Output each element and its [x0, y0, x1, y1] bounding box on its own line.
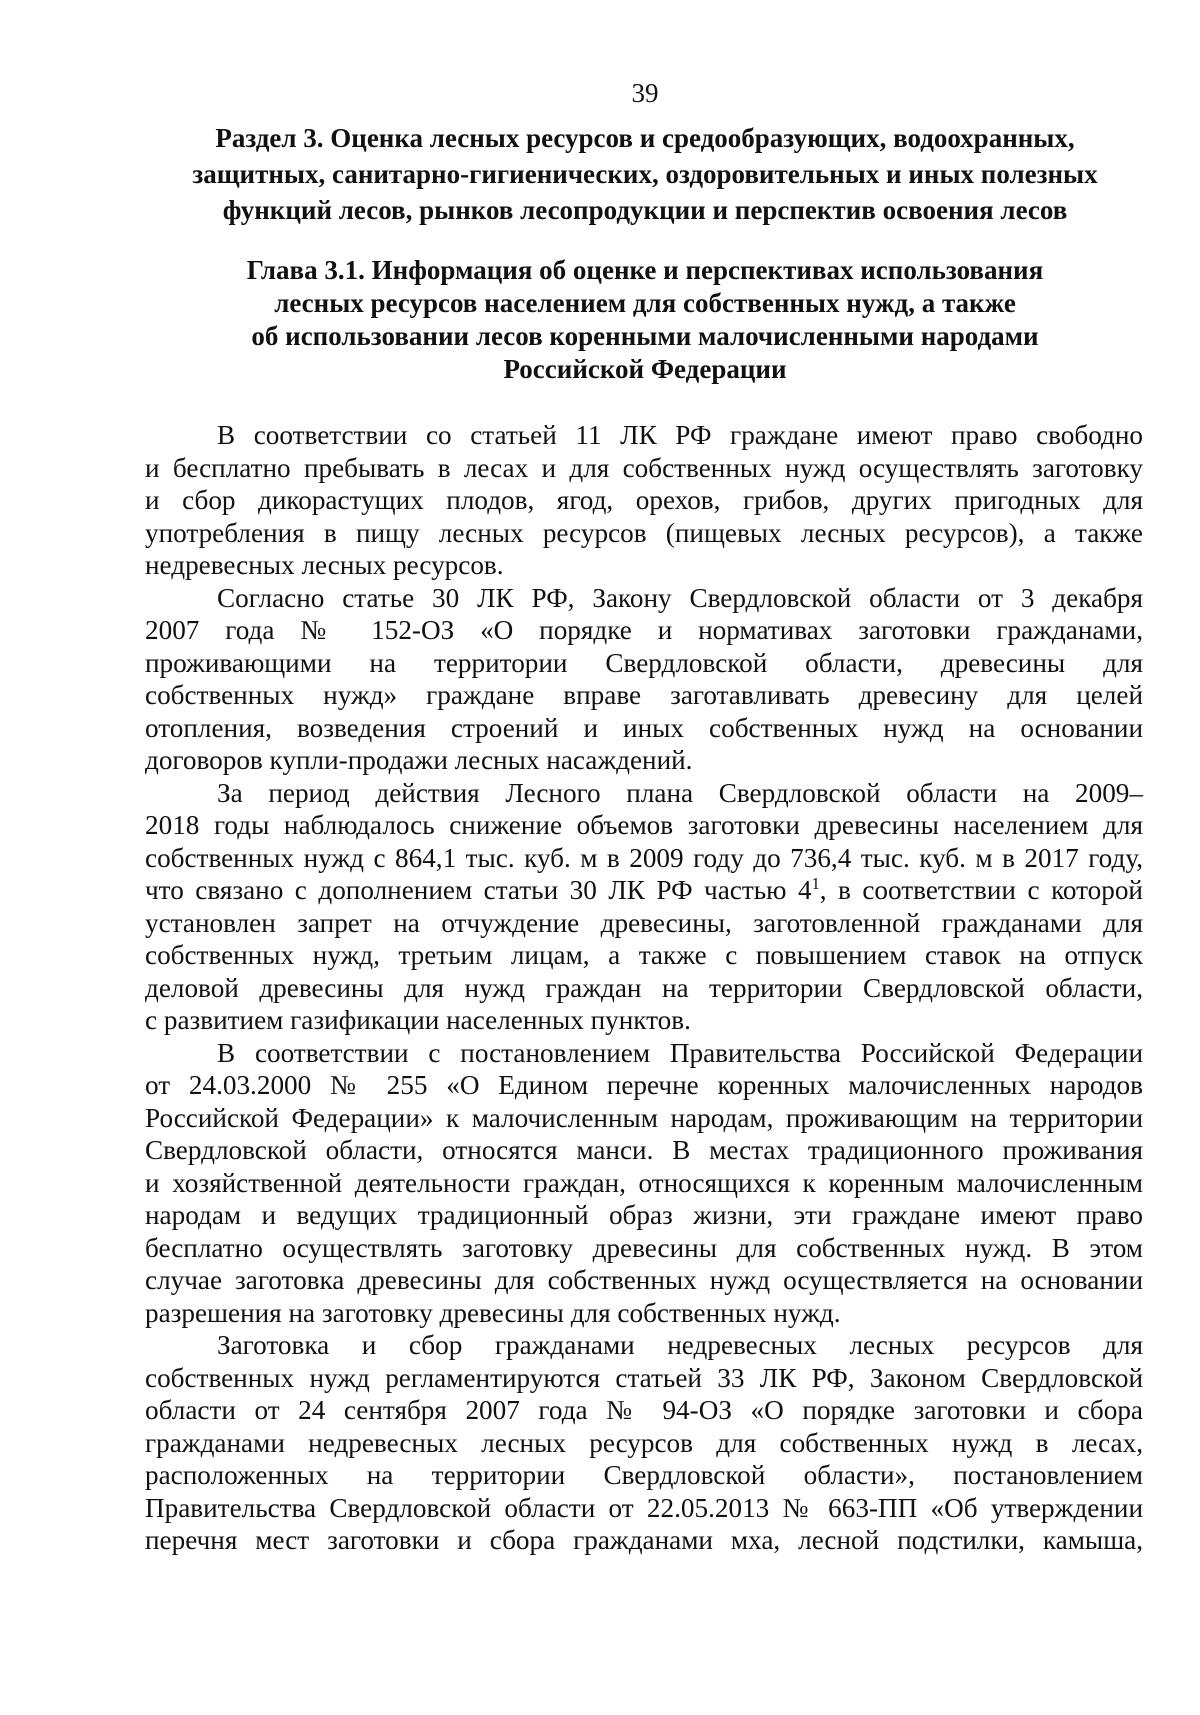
text-line: расположенных на территории Свердловской области», постановлением — [145, 1460, 1143, 1490]
text-line: собственных нужд, третьим лицам, а также с повышением ставок на отпуск — [145, 940, 1143, 970]
text-line: Согласно статье 30 ЛК РФ, Закону Свердловской области от 3 декабря — [217, 582, 1143, 613]
paragraph-2 — [145, 582, 1143, 777]
text-line: употребления в пищу лесных ресурсов (пищевых лесных ресурсов), а также — [145, 517, 1143, 548]
text-line: 2018 годы наблюдалось снижение объемов заготовки древесины населением для — [145, 810, 1143, 840]
text-line: Свердловской области, относятся манси. В местах традиционного проживания — [145, 1135, 1143, 1165]
chapter-title-line: Российской Федерации — [503, 354, 787, 384]
text-line-part: что связано с дополнением статьи 30 ЛК РФ частью 4 — [145, 875, 812, 905]
text-line: 2007 года № 152-ОЗ «О порядке и нормативах заготовки гражданами, — [145, 615, 1143, 645]
text-line: с развитием газификации населенных пунктов. — [145, 1005, 691, 1035]
text-line-part: , в соответствии с которой — [819, 875, 1143, 905]
chapter-title — [145, 254, 1145, 386]
text-line: гражданами недревесных лесных ресурсов для собственных нужд в лесах, — [145, 1427, 1143, 1458]
text-line: В соответствии с постановлением Правительства Российской Федерации — [217, 1037, 1143, 1068]
text-line: Заготовка и сбор гражданами недревесных лесных ресурсов для — [217, 1330, 1143, 1360]
text-line: случае заготовка древесины для собственных нужд осуществляется на основании — [145, 1265, 1143, 1295]
text-line: разрешения на заготовку древесины для собственных нужд. — [145, 1297, 841, 1328]
text-line-with-footnote — [145, 874, 1143, 907]
text-line: бесплатно осуществлять заготовку древесины для собственных нужд. В этом — [145, 1232, 1143, 1263]
page-number: 39 — [631, 78, 659, 108]
section-title-line: защитных, санитарно-гигиенических, оздоровительных и иных полезных — [192, 159, 1098, 189]
section-title — [145, 120, 1145, 228]
text-line: собственных нужд» граждане вправе заготавливать древесину для целей — [145, 680, 1143, 710]
text-line: отопления, возведения строений и иных собственных нужд на основании — [145, 712, 1143, 743]
paragraph-3 — [145, 777, 1143, 1037]
text-line: собственных нужд регламентируются статьей 33 ЛК РФ, Законом Свердловской — [145, 1362, 1143, 1393]
text-line: и бесплатно пребывать в лесах и для собственных нужд осуществлять заготовку — [145, 452, 1143, 483]
text-line: народам и ведущих традиционный образ жизни, эти граждане имеют право — [145, 1200, 1143, 1230]
text-line: перечня мест заготовки и сбора гражданами мха, лесной подстилки, камыша, — [145, 1525, 1143, 1555]
text-line: Правительства Свердловской области от 22.05.2013 № 663-ПП «Об утверждении — [145, 1492, 1143, 1523]
footnote-superscript: 1 — [811, 873, 820, 893]
section-title-line: функций лесов, рынков лесопродукции и перспектив освоения лесов — [222, 195, 1068, 225]
text-line: договоров купли-продажи лесных насаждений. — [145, 745, 693, 775]
text-line: и сбор дикорастущих плодов, ягод, орехов, грибов, других пригодных для — [145, 485, 1143, 515]
chapter-title-line: об использовании лесов коренными малочисленными народами — [251, 321, 1039, 351]
text-line: деловой древесины для нужд граждан на территории Свердловской области, — [145, 972, 1143, 1003]
text-line: За период действия Лесного плана Свердловской области на 2009– — [217, 777, 1143, 808]
text-line: В соответствии со статьей 11 ЛК РФ граждане имеют право свободно — [217, 420, 1143, 450]
chapter-title-line: лесных ресурсов населением для собственных нужд, а также — [274, 288, 1016, 318]
paragraph-1 — [145, 419, 1143, 582]
paragraph-5 — [145, 1329, 1143, 1557]
text-line: собственных нужд с 864,1 тыс. куб. м в 2009 году до 736,4 тыс. куб. м в 2017 году, — [145, 842, 1143, 873]
text-line: области от 24 сентября 2007 года № 94-ОЗ «О порядке заготовки и сбора — [145, 1395, 1143, 1425]
text-line: и хозяйственной деятельности граждан, относящихся к коренным малочисленным — [145, 1167, 1143, 1198]
text-line: проживающими на территории Свердловской области, древесины для — [145, 647, 1143, 678]
text-line: установлен запрет на отчуждение древесины, заготовленной гражданами для — [145, 907, 1143, 938]
paragraph-4 — [145, 1037, 1143, 1330]
chapter-title-line: Глава 3.1. Информация об оценке и перспективах использования — [246, 255, 1044, 285]
text-line: недревесных лесных ресурсов. — [145, 550, 504, 580]
text-line: от 24.03.2000 № 255 «О Едином перечне коренных малочисленных народов — [145, 1070, 1143, 1100]
section-title-line: Раздел 3. Оценка лесных ресурсов и средообразующих, водоохранных, — [215, 123, 1075, 153]
body-text — [145, 419, 1143, 1557]
text-line: Российской Федерации» к малочисленным народам, проживающим на территории — [145, 1102, 1143, 1133]
